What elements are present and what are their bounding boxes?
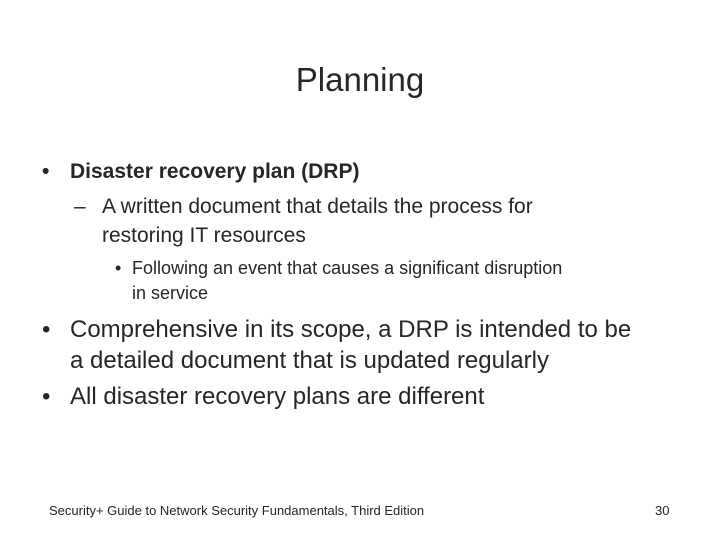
sub-sub-bullet-marker: • <box>115 258 122 278</box>
bullet-marker: • <box>42 316 51 343</box>
sub-bullet-line-2: restoring IT resources <box>102 224 306 247</box>
bullet-comprehensive-line-2: a detailed document that is updated regularly <box>70 347 549 374</box>
footer-source: Security+ Guide to Network Security Fundamentals, Third Edition <box>49 503 425 518</box>
sub-bullet-marker: – <box>74 195 86 218</box>
slide-title: Planning <box>295 61 425 98</box>
bullet-drp-heading: Disaster recovery plan (DRP) <box>70 160 360 183</box>
bullet-comprehensive-line-1: Comprehensive in its scope, a DRP is intended to be <box>70 316 632 343</box>
sub-bullet-line-1: A written document that details the process for <box>102 195 533 218</box>
sub-sub-bullet-line-1: Following an event that causes a significant disruption <box>132 258 563 278</box>
page-number: 30 <box>655 503 670 518</box>
bullet-marker: • <box>42 383 51 410</box>
bullet-marker: • <box>42 160 50 183</box>
sub-sub-bullet-line-2: in service <box>132 283 209 303</box>
bullet-all-plans-different: All disaster recovery plans are different <box>70 383 485 410</box>
